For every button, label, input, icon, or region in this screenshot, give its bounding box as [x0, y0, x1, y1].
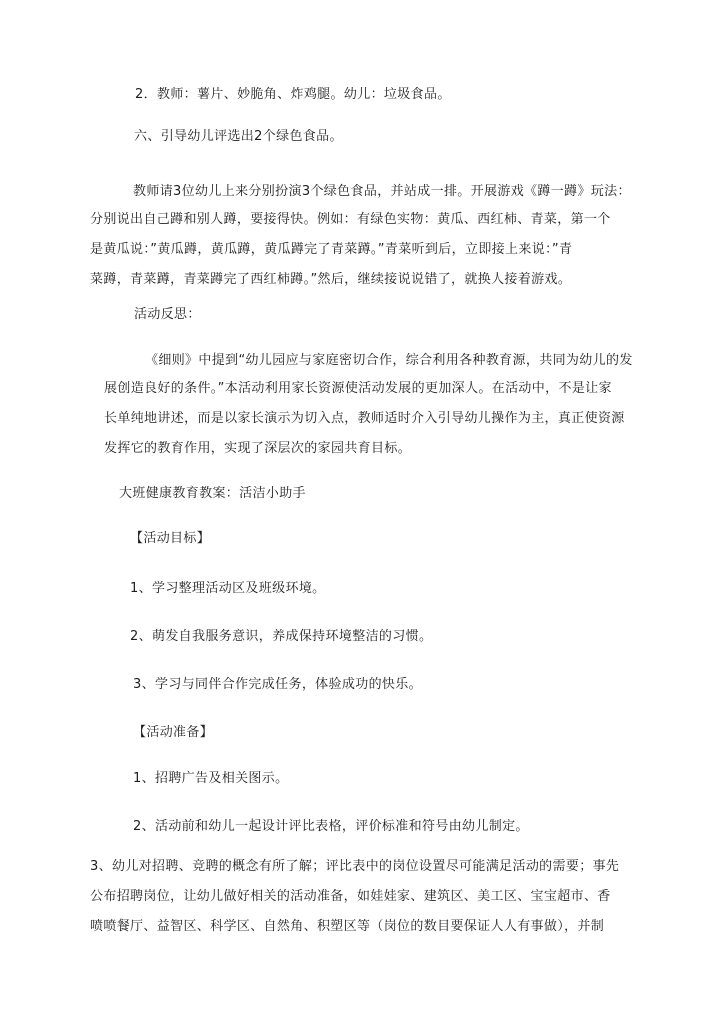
recruit-paragraph — [90, 852, 619, 942]
paragraph-line: 菜蹲，青菜蹲，青菜蹲完了西红柿蹲。”然后，继续接说说错了，就换人接着游戏。 — [90, 272, 572, 287]
goal-item: 3、学习与同伴合作完成任务，体验成功的快乐。 — [133, 677, 422, 692]
preparation-heading: 【活动准备】 — [133, 725, 214, 740]
paragraph-line: 是黄瓜说：”黄瓜蹲，黄瓜蹲，黄瓜蹲完了青菜蹲。”青菜听到后，立即接上来说：”青 — [90, 242, 573, 257]
reflection-paragraph — [145, 346, 633, 376]
paragraph-line: 3、幼儿对招聘、竞聘的概念有所了解；评比表中的岗位设置尽可能满足活动的需要；事先 — [90, 859, 620, 874]
paragraph-line: 公布招聘岗位，让幼儿做好相关的活动准备，如娃娃家、建筑区、美工区、宝宝超市、香 — [90, 889, 611, 904]
goals-heading: 【活动目标】 — [130, 531, 211, 546]
reflection-heading: 活动反思： — [134, 307, 201, 322]
paragraph-line: 长单纯地讲述，而是以家长演示为切入点，教师适时介入引导幼儿操作为主，真正使资源 — [104, 411, 625, 426]
preparation-item: 2、活动前和幼儿一起设计评比表格，评价标准和符号由幼儿制定。 — [133, 819, 529, 834]
text-line: 2．教师：薯片、妙脆角、炸鸡腿。幼儿：垃圾食品。 — [135, 87, 451, 102]
paragraph-line: 发挥它的教育作用，实现了深层次的家园共育目标。 — [104, 441, 412, 456]
paragraph-line: 喷喷餐厅、益智区、科学区、自然角、积塑区等（岗位的数目要保证人人有事做），并制 — [90, 919, 605, 934]
goal-item: 2、萌发自我服务意识，养成保持环境整洁的习惯。 — [130, 629, 433, 644]
game-paragraph — [133, 177, 631, 207]
paragraph-line: 分别说出自己蹲和别人蹲，要接得快。例如：有绿色实物：黄瓜、西红柿、青菜，第一个 — [90, 212, 611, 227]
section-heading: 六、引导幼儿评选出2个绿色食品。 — [134, 129, 343, 144]
goal-item: 1、学习整理活动区及班级环境。 — [130, 581, 326, 596]
paragraph-line: 教师请3位幼儿上来分别扮演3个绿色食品，并站成一排。开展游戏《蹲一蹲》玩法： — [133, 184, 631, 199]
reflection-paragraph-cont — [104, 374, 625, 464]
lesson-title: 大班健康教育教案：活洁小助手 — [119, 486, 306, 501]
game-paragraph-cont — [90, 205, 611, 295]
paragraph-line: 《细则》中提到“幼儿园应与家庭密切合作，综合利用各种教育源，共同为幼儿的发 — [145, 353, 633, 368]
paragraph-line: 展创造良好的条件。”本活动利用家长资源使活动发展的更加深人。在活动中，不是让家 — [104, 381, 612, 396]
preparation-item: 1、招聘广告及相关图示。 — [133, 771, 289, 786]
